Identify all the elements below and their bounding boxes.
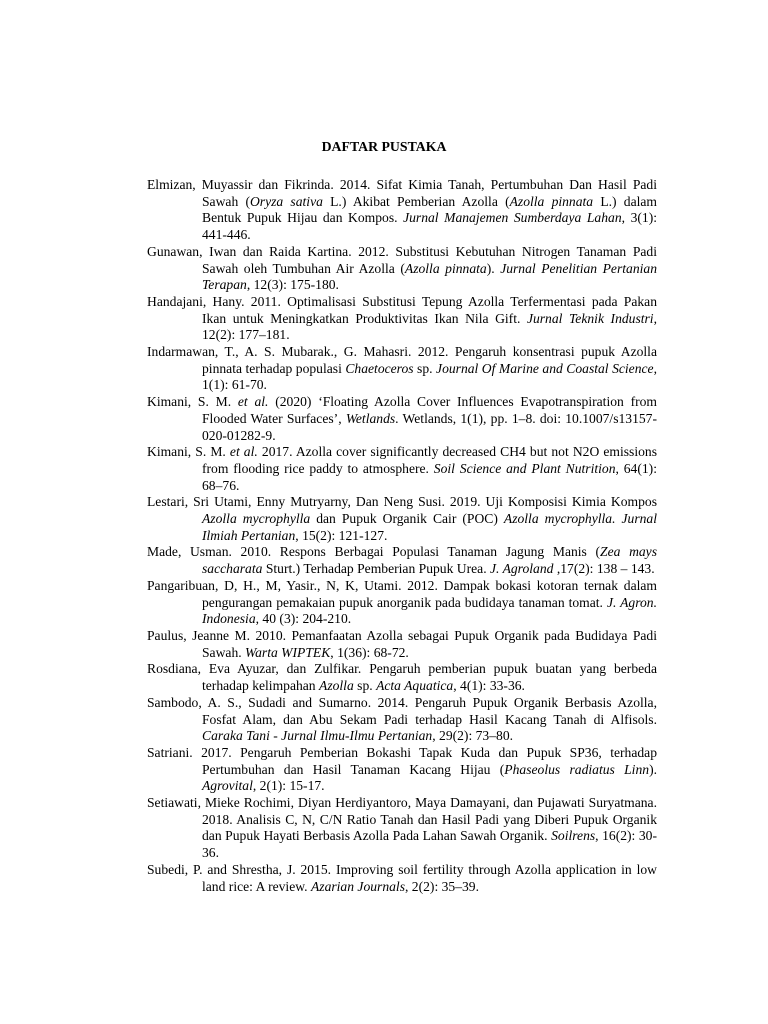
reference-italic-text: Zea mays saccharata (202, 544, 658, 577)
reference-italic-text: Soil Science and Plant Nutrition (433, 460, 616, 476)
reference-list (147, 177, 657, 895)
reference-text: , 40 (3): 204-210. (255, 611, 352, 627)
reference-text: Gunawan, Iwan dan Raida Kartina. 2012. Substitusi Kebutuhan Nitrogen Tanaman Padi Sawah oleh Tumbuhan Air Azolla ( (147, 243, 657, 276)
reference-text: Rosdiana, Eva Ayuzar, dan Zulfikar. Pengaruh pemberian pupuk buatan yang berbeda terhadap kelimpahan (147, 661, 657, 694)
reference-text: , 15(2): 121-127. (295, 527, 388, 543)
reference-italic-text: Azarian Journals (310, 878, 405, 894)
reference-text: sp. (353, 678, 377, 694)
reference-text: Kimani, S. M. (147, 394, 238, 410)
reference-italic-text: Jurnal Penelitian Pertanian Terapan (202, 260, 657, 293)
reference-text: ). (486, 260, 501, 276)
reference-entry (147, 578, 657, 628)
reference-italic-text: Chaetoceros (345, 360, 414, 376)
reference-text: Paulus, Jeanne M. 2010. Pemanfaatan Azolla sebagai Pupuk Organik pada Budidaya Padi Sawah. (147, 627, 657, 660)
reference-italic-text: et al. (229, 444, 258, 460)
reference-entry (147, 795, 657, 862)
reference-italic-text: Oryza sativa (249, 193, 323, 209)
reference-text: (2020) ‘Floating Azolla Cover Influences Evapotranspiration from Flooded Water Surfaces’, (202, 394, 657, 426)
reference-italic-text: Journal Of Marine and Coastal Science (436, 360, 654, 376)
reference-text: , 4(1): 33-36. (453, 678, 525, 694)
reference-italic-text: Azolla pinnata (404, 260, 487, 276)
reference-entry (147, 661, 657, 694)
reference-entry (147, 244, 657, 294)
reference-text: ,17(2): 138 – 143. (553, 561, 655, 577)
reference-entry (147, 444, 657, 494)
reference-entry (147, 394, 657, 444)
reference-italic-text: Acta Aquatica (376, 678, 454, 694)
reference-italic-text: Jurnal Manajemen Sumberdaya Lahan (403, 210, 622, 226)
reference-text: Made, Usman. 2010. Respons Berbagai Populasi Tanaman Jagung Manis ( (147, 544, 601, 560)
reference-text: Elmizan, Muyassir dan Fikrinda. 2014. Sifat Kimia Tanah, Pertumbuhan Dan Hasil Padi Sawah ( (147, 177, 657, 209)
reference-italic-text: Phaseolus radiatus Linn (504, 761, 650, 777)
reference-text: 2017. Azolla cover significantly decreased CH4 but not N2O emissions from flooding rice paddy to atmosphere. (202, 444, 658, 476)
reference-italic-text: J. Agron. Indonesia (202, 594, 657, 627)
reference-entry (147, 745, 657, 795)
reference-text: L.) Akibat Pemberian Azolla ( (322, 193, 510, 209)
reference-italic-text: Azolla mycrophylla (202, 511, 311, 527)
reference-text: , 1(36): 68-72. (330, 644, 409, 660)
reference-italic-text: Agrovital (202, 778, 253, 794)
reference-italic-text: Caraka Tani - Jurnal Ilmu-Ilmu Pertanian (202, 728, 433, 744)
reference-entry (147, 294, 657, 344)
reference-italic-text: Azolla pinnata (509, 193, 594, 209)
reference-entry (147, 695, 657, 745)
reference-text: sp. (413, 360, 437, 376)
reference-text: Pangaribuan, D, H., M, Yasir., N, K, Utami. 2012. Dampak bokasi kotoran ternak dalam pengurangan pemakaian pupuk anorganik pada budidaya tanaman tomat. (147, 577, 657, 610)
reference-entry (147, 628, 657, 661)
reference-text: , 1(1): 61-70. (202, 360, 657, 393)
reference-entry (147, 544, 657, 577)
reference-entry (147, 344, 657, 394)
reference-text: , 2(1): 15-17. (252, 778, 325, 794)
reference-text: L.) dalam Bentuk Pupuk Hijau dan Kompos. (202, 193, 657, 226)
reference-text: Subedi, P. and Shrestha, J. 2015. Improving soil fertility through Azolla application in low land rice: A review. (147, 861, 657, 894)
reference-text: . Wetlands, 1(1), pp. 1–8. doi: 10.1007/s13157-020-01282-9. (202, 410, 657, 443)
reference-text: ). (649, 761, 657, 777)
reference-italic-text: Soilrens (551, 828, 596, 844)
reference-entry (147, 862, 657, 895)
page-title: DAFTAR PUSTAKA (321, 139, 447, 154)
reference-italic-text: et al. (237, 394, 269, 410)
reference-italic-text: Azolla mycrophylla. Jurnal Ilmiah Pertanian (202, 511, 657, 543)
reference-text: Kimani, S. M. (147, 444, 230, 460)
reference-entry (147, 494, 657, 544)
reference-italic-text: Jurnal Teknik Industri (526, 310, 654, 326)
reference-text: dan Pupuk Organik Cair (POC) (310, 511, 504, 527)
reference-italic-text: Wetlands (345, 410, 396, 426)
reference-text: Indarmawan, T., A. S. Mubarak., G. Mahasri. 2012. Pengaruh konsentrasi pupuk Azolla pinnata terhadap populasi (147, 344, 657, 376)
reference-italic-text: Warta WIPTEK (245, 644, 331, 660)
reference-text: , 3(1): 441-446. (202, 210, 658, 243)
reference-italic-text: Azolla (319, 678, 354, 694)
reference-text: Setiawati, Mieke Rochimi, Diyan Herdiyantoro, Maya Damayani, dan Pujawati Suryatmana. 2018. Analisis C, N, C/N Ratio Tanah dan Hasil Padi yang Diberi Pupuk Organik dan Pupuk Hayati Berbasis Azolla Pada Lahan Sawah Organik. (147, 795, 657, 844)
reference-text: Lestari, Sri Utami, Enny Mutryarny, Dan Neng Susi. 2019. Uji Komposisi Kimia Kompos (147, 494, 657, 510)
reference-text: Sambodo, A. S., Sudadi and Sumarno. 2014. Pengaruh Pupuk Organik Berbasis Azolla, Fosfat Alam, dan Abu Sekam Padi terhadap Hasil Kacang Tanah di Alfisols. (147, 694, 657, 727)
reference-text: , 12(2): 177–181. (202, 310, 657, 343)
reference-text: Handajani, Hany. 2011. Optimalisasi Substitusi Tepung Azolla Terfermentasi pada Pakan Ikan untuk Meningkatkan Produktivitas Ikan Nila Gift. (147, 293, 657, 326)
reference-text: , 16(2): 30-36. (202, 828, 657, 861)
reference-text: , 29(2): 73–80. (432, 728, 514, 744)
reference-italic-text: J. Agroland (490, 561, 554, 577)
reference-text: , 64(1): 68–76. (202, 460, 657, 493)
reference-entry (147, 177, 657, 244)
reference-text: , 12(3): 175-180. (246, 277, 339, 293)
reference-text: Sturt.) Terhadap Pemberian Pupuk Urea. (262, 561, 490, 577)
reference-text: Satriani. 2017. Pengaruh Pemberian Bokashi Tapak Kuda dan Pupuk SP36, terhadap Pertumbuhan dan Hasil Tanaman Kacang Hijau ( (147, 744, 657, 777)
reference-text: , 2(2): 35–39. (405, 878, 480, 894)
